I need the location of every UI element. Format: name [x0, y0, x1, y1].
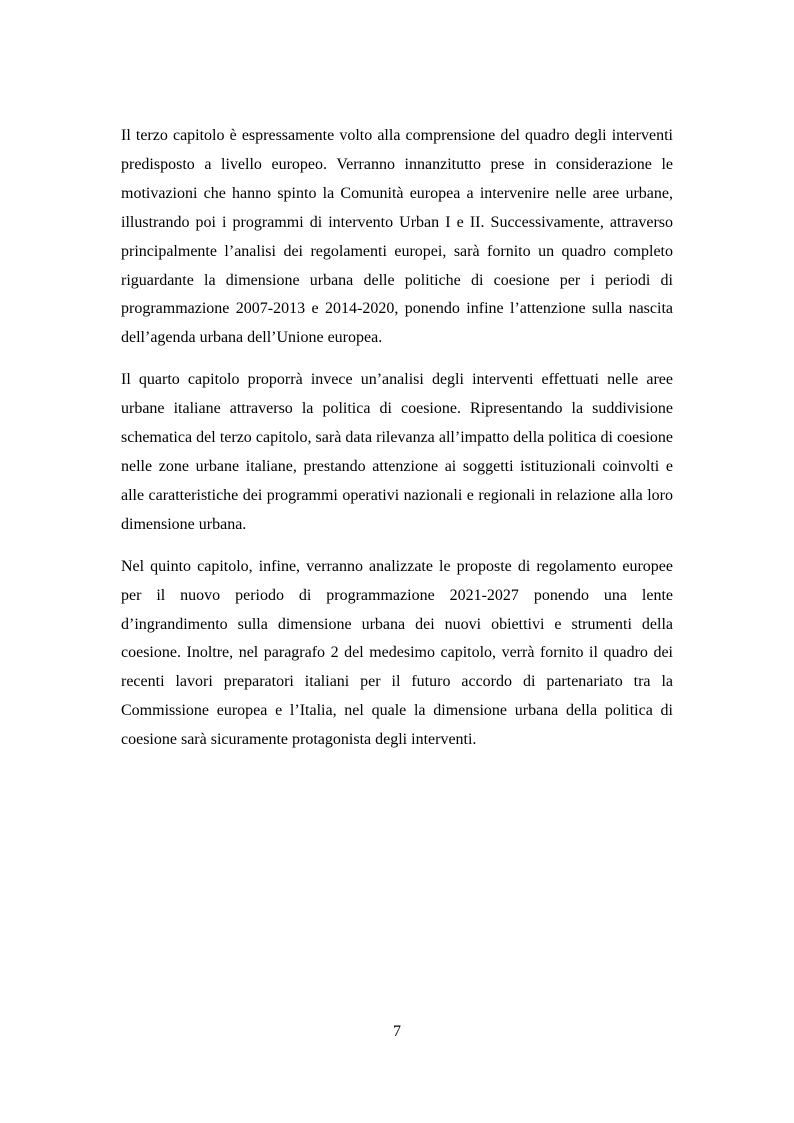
page-number: 7 [393, 1023, 401, 1040]
body-text [121, 122, 673, 768]
paragraph-chapter-four: Il quarto capitolo proporrà invece un’analisi degli interventi effettuati nelle aree urbane italiane attraverso la politica di coesione. Ripresentando la suddivisione schematica del terzo capitolo, sarà data rilevanza all’impatto della politica di coesione nelle zone urbane italiane, prestando attenzione ai soggetti istituzionali coinvolti e alle caratteristiche dei programmi operativi nazionali e regionali in relazione alla loro dimensione urbana. [121, 371, 673, 533]
paragraph-chapter-five: Nel quinto capitolo, infine, verranno analizzate le proposte di regolamento europee per il nuovo periodo di programmazione 2021-2027 ponendo una lente d’ingrandimento sulla dimensione urbana dei nuovi obiettivi e strumenti della coesione. Inoltre, nel paragrafo 2 del medesimo capitolo, verrà fornito il quadro dei recenti lavori preparatori italiani per il futuro accordo di partenariato tra la Commissione europea e l’Italia, nel quale la dimensione urbana della politica di coesione sarà sicuramente protagonista degli interventi. [121, 557, 673, 749]
paragraph-chapter-three: Il terzo capitolo è espressamente volto alla comprensione del quadro degli interventi predisposto a livello europeo. Verranno innanzitutto prese in considerazione le motivazioni che hanno spinto la Comunità europea a intervenire nelle aree urbane, illustrando poi i programmi di intervento Urban I e II. Successivamente, attraverso principalmente l’analisi dei regolamenti europei, sarà fornito un quadro completo riguardante la dimensione urbana delle politiche di coesione per i periodi di programmazione 2007-2013 e 2014-2020, ponendo infine l’attenzione sulla nascita dell’agenda urbana dell’Unione europea. [121, 127, 673, 347]
